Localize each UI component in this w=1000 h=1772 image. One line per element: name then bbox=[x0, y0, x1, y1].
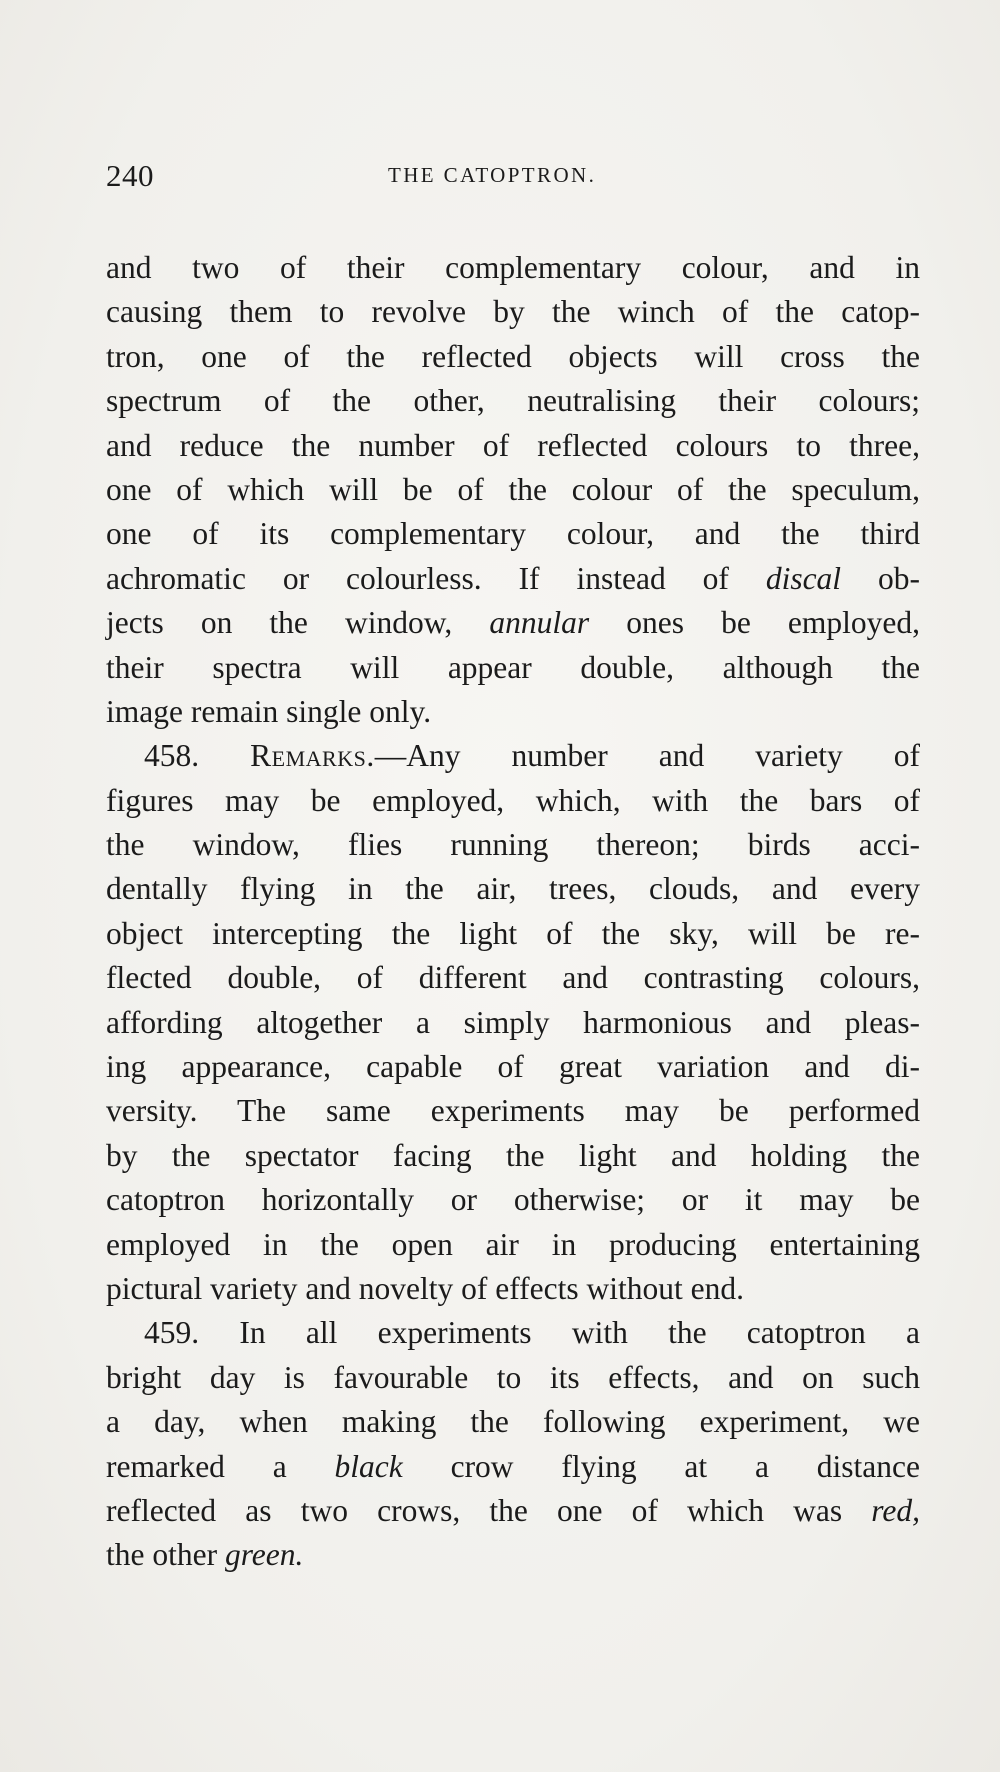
text-line: image remain single only. bbox=[106, 693, 432, 729]
italic-word: green. bbox=[224, 1537, 304, 1573]
text-line: spectrum of the other, neutralising their colours; bbox=[106, 383, 920, 419]
text-line: jects on the window, annular ones be employed, bbox=[106, 605, 921, 641]
text-line: the other green. bbox=[106, 1537, 304, 1573]
text-line: one of its complementary colour, and the third bbox=[106, 516, 920, 552]
text-line: 458. Remarks.—Any number and variety of bbox=[144, 738, 920, 774]
text-line: catoptron horizontally or otherwise; or it may be bbox=[106, 1182, 920, 1218]
text-paragraphs bbox=[106, 246, 920, 1578]
text-line: versity. The same experiments may be performed bbox=[106, 1093, 920, 1129]
text-line: by the spectator facing the light and holding the bbox=[106, 1137, 920, 1173]
text-line: employed in the open air in producing entertaining bbox=[106, 1226, 920, 1262]
running-title: THE CATOPTRON. bbox=[388, 163, 597, 187]
text-line: bright day is favourable to its effects, and on such bbox=[106, 1359, 920, 1395]
text-line: achromatic or colourless. If instead of discal ob- bbox=[106, 560, 920, 596]
running-head bbox=[106, 158, 920, 198]
text-line: dentally flying in the air, trees, clouds, and every bbox=[106, 871, 920, 907]
text-line: the window, flies running thereon; birds acci- bbox=[106, 827, 920, 863]
text-line: their spectra will appear double, although the bbox=[106, 649, 920, 685]
italic-word: red, bbox=[871, 1492, 920, 1528]
text-line: remarked a black crow flying at a distance bbox=[106, 1448, 920, 1484]
text-line: figures may be employed, which, with the bars of bbox=[106, 782, 920, 818]
section-number: 458. bbox=[144, 738, 251, 774]
page-number: 240 bbox=[106, 158, 154, 193]
italic-word: annular bbox=[489, 605, 590, 641]
section-heading: Remarks. bbox=[250, 738, 375, 774]
text-line: flected double, of different and contrasting colours, bbox=[106, 960, 920, 996]
italic-word: black bbox=[334, 1448, 403, 1484]
body-text bbox=[106, 246, 920, 1578]
text-line: tron, one of the reflected objects will cross the bbox=[106, 338, 920, 374]
italic-word: discal bbox=[765, 560, 842, 596]
text-line: a day, when making the following experiment, we bbox=[106, 1404, 920, 1440]
text-line: pictural variety and novelty of effects without end. bbox=[106, 1270, 744, 1306]
text-line: and reduce the number of reflected colours to three, bbox=[106, 427, 920, 463]
text-line: affording altogether a simply harmonious and pleas- bbox=[106, 1004, 920, 1040]
text-line: reflected as two crows, the one of which was red, bbox=[106, 1492, 920, 1528]
text-line: one of which will be of the colour of the speculum, bbox=[106, 471, 920, 507]
text-line: 459. In all experiments with the catoptron a bbox=[144, 1315, 920, 1351]
text-line: ing appearance, capable of great variation and di- bbox=[106, 1049, 920, 1085]
text-line: and two of their complementary colour, and in bbox=[106, 250, 920, 285]
text-line: causing them to revolve by the winch of the catop- bbox=[106, 294, 920, 330]
text-line: object intercepting the light of the sky, will be re- bbox=[106, 915, 920, 951]
